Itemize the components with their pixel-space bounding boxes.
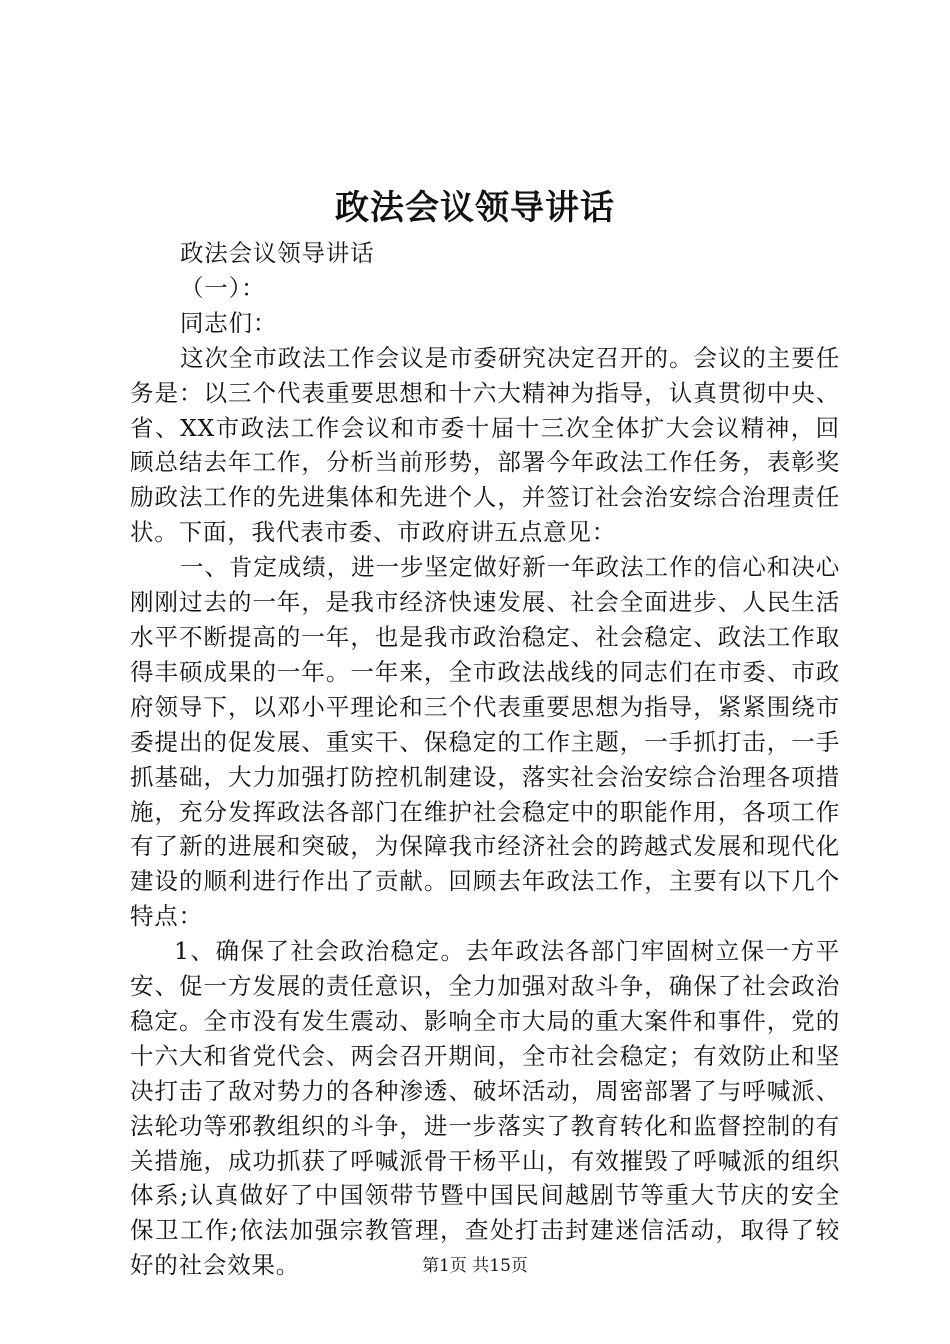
body-paragraph: 这次全市政法工作会议是市委研究决定召开的。会议的主要任务是：以三个代表重要思想和十六大精神为指导，认真贯彻中央、省、XX市政法工作会议和市委十届十三次全体扩大会议精神，回顾总结去年工作，分析当前形势，部署今年政法工作任务，表彰奖励政法工作的先进集体和先进个人，并签订社会治安综合治理责任状。下面，我代表市委、市政府讲五点意见： <box>130 343 840 547</box>
salutation: 同志们： <box>180 308 278 337</box>
document-title: 政法会议领导讲话 <box>335 188 615 228</box>
section-marker: （一）： <box>180 273 266 302</box>
body-paragraph: 1、确保了社会政治稳定。去年政法各部门牢固树立保一方平安、促一方发展的责任意识，全力加强对敌斗争，确保了社会政治稳定。全市没有发生震动、影响全市大局的重大案件和事件，党的十六大和省党代会、两会召开期间，全市社会稳定；有效防止和坚决打击了敌对势力的各种渗透、破坏活动，周密部署了与呼喊派、法轮功等邪教组织的斗争，进一步落实了教育转化和监督控制的有关措施，成功抓获了呼喊派骨干杨平山，有效摧毁了呼喊派的组织体系;认真做好了中国领带节暨中国民间越剧节等重大节庆的安全保卫工作;依法加强宗教管理，查处打击封建迷信活动，取得了较好的社会效果。 <box>130 937 840 1280</box>
document-body <box>130 236 840 1283</box>
subtitle-paragraph: 政法会议领导讲话 <box>180 239 375 267</box>
body-paragraph: 一、肯定成绩，进一步坚定做好新一年政法工作的信心和决心刚刚过去的一年，是我市经济快速发展、社会全面进步、人民生活水平不断提高的一年，也是我市政治稳定、社会稳定、政法工作取得丰硕成果的一年。一年来，全市政法战线的同志们在市委、市政府领导下，以邓小平理论和三个代表重要思想为指导，紧紧围绕市委提出的促发展、重实干、保稳定的工作主题，一手抓打击，一手抓基础，大力加强打防控机制建设，落实社会治安综合治理各项措施，充分发挥政法各部门在维护社会稳定中的职能作用，各项工作有了新的进展和突破，为保障我市经济社会的跨越式发展和现代化建设的顺利进行作出了贡献。回顾去年政法工作，主要有以下几个特点： <box>130 553 840 931</box>
page-number-footer: 第1页 共15页 <box>422 1256 528 1276</box>
